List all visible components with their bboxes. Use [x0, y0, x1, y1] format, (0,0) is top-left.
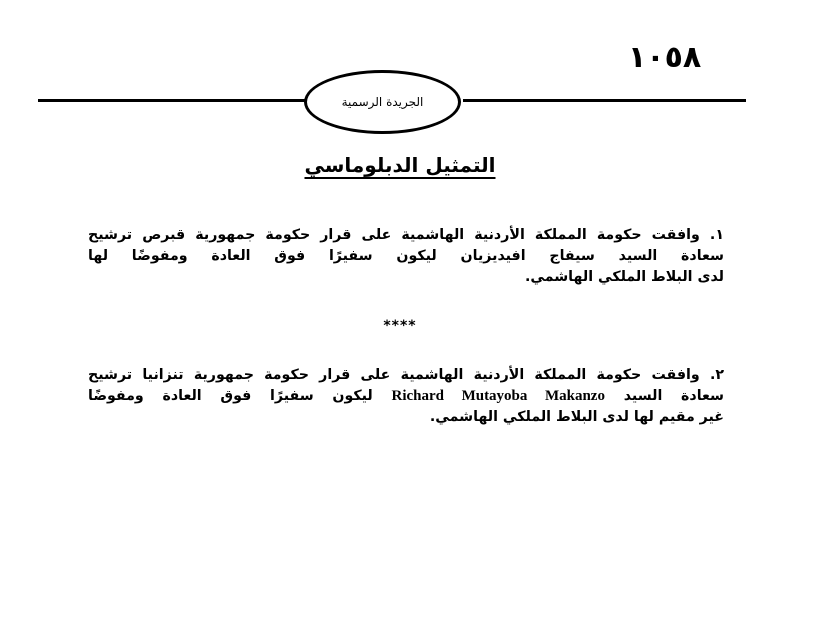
- announcement-2-line-2-prefix: سعادة السيد: [623, 388, 724, 404]
- announcement-2-line-1: ٢. وافقت حكومة المملكة الأردنية الهاشمية على قرار حكومة جمهورية تنزانيا ترشيح: [88, 367, 724, 383]
- separator-stars: ****: [383, 318, 417, 334]
- announcement-1-line-2: سعادة السيد سيفاج افيديزيان ليكون سفيرًا فوق العادة ومفوضًا لها: [88, 248, 724, 264]
- ambassador-name: Richard Mutayoba Makanzo: [391, 388, 605, 404]
- announcement-2: [88, 365, 724, 428]
- header-rule-left: [38, 99, 306, 102]
- announcement-1-line-1: ١. وافقت حكومة المملكة الأردنية الهاشمية على قرار حكومة جمهورية قبرص ترشيح: [88, 227, 724, 243]
- announcement-2-line-2: [88, 386, 724, 407]
- gazette-name-oval: [304, 70, 461, 134]
- section-title: [200, 150, 600, 180]
- section-title-text: التمثيل الدبلوماسي: [304, 153, 496, 177]
- announcement-1: [88, 225, 724, 288]
- header-rule-right: [463, 99, 746, 102]
- page-number: ١٠٥٨: [628, 40, 702, 75]
- gazette-name: الجريدة الرسمية: [341, 95, 424, 109]
- announcement-2-line-3: غير مقيم لها لدى البلاط الملكي الهاشمي.: [429, 409, 724, 425]
- announcement-2-line-2-suffix: ليكون سفيرًا فوق العادة ومفوضًا: [88, 388, 373, 404]
- announcement-1-line-3: لدى البلاط الملكي الهاشمي.: [524, 269, 724, 285]
